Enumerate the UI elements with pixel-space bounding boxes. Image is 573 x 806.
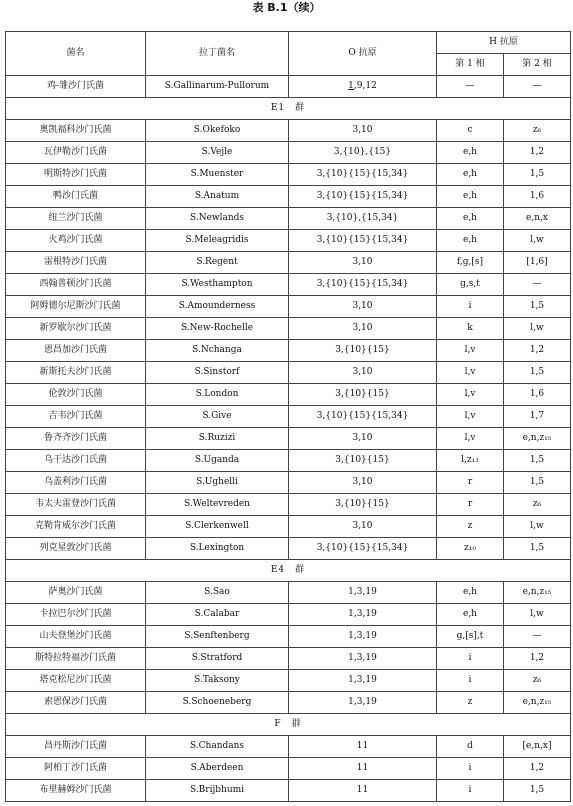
cell-latin: S.Chandans <box>146 736 289 758</box>
cell-name: 列克星敦沙门氏菌 <box>6 538 146 560</box>
cell-latin: S.Sao <box>146 582 289 604</box>
antigen-table <box>5 31 571 802</box>
cell-o-antigen: 3,{10}{15}{15,34} <box>289 538 437 560</box>
cell-h-phase2: z₆ <box>504 670 571 692</box>
table-row <box>6 780 571 802</box>
cell-latin: S.Schoeneberg <box>146 692 289 714</box>
cell-h-phase2: z₆ <box>504 120 571 142</box>
table-row <box>6 208 571 230</box>
cell-latin: S.Senftenberg <box>146 626 289 648</box>
header-h-antigen: H 抗原 <box>437 32 571 54</box>
cell-latin: S.Westhampton <box>146 274 289 296</box>
table-row <box>6 736 571 758</box>
table-body <box>6 76 571 802</box>
header-latin: 拉丁菌名 <box>146 32 289 76</box>
cell-name: 昌丹斯沙门氏菌 <box>6 736 146 758</box>
cell-name: 布里赫姆沙门氏菌 <box>6 780 146 802</box>
cell-o-antigen: 3,{10},{15} <box>289 142 437 164</box>
cell-h-phase2: z₆ <box>504 494 571 516</box>
cell-name: 卡拉巴尔沙门氏菌 <box>6 604 146 626</box>
cell-o-antigen: 3,{10}{15} <box>289 494 437 516</box>
cell-latin: S.Newlands <box>146 208 289 230</box>
cell-name: 鲁齐齐沙门氏菌 <box>6 428 146 450</box>
cell-latin: S.Clerkenwell <box>146 516 289 538</box>
header-name: 菌名 <box>6 32 146 76</box>
table-row <box>6 670 571 692</box>
cell-name: 乌盖利沙门氏菌 <box>6 472 146 494</box>
cell-h-phase2: 1,5 <box>504 164 571 186</box>
group-label: E1 群 <box>6 98 571 120</box>
cell-h-phase2: e,n,x <box>504 208 571 230</box>
cell-h-phase2: 1,5 <box>504 296 571 318</box>
cell-h-phase1: i <box>437 670 504 692</box>
table-row <box>6 758 571 780</box>
cell-h-phase1: e,h <box>437 230 504 252</box>
cell-name: 火鸡沙门氏菌 <box>6 230 146 252</box>
cell-h-phase2: 1,6 <box>504 186 571 208</box>
cell-name: 新罗歇尔沙门氏菌 <box>6 318 146 340</box>
cell-name: 乌干达沙门氏菌 <box>6 450 146 472</box>
table-row <box>6 406 571 428</box>
cell-name: 斯特拉特福沙门氏菌 <box>6 648 146 670</box>
cell-o-antigen: 1,3,19 <box>289 670 437 692</box>
cell-h-phase2: e,n,z₁₅ <box>504 582 571 604</box>
cell-o-antigen: 3,{10}{15} <box>289 384 437 406</box>
group-row <box>6 714 571 736</box>
cell-name: 鸡-雏沙门氏菌 <box>6 76 146 98</box>
cell-latin: S.Ughelli <box>146 472 289 494</box>
cell-name: 萨奥沙门氏菌 <box>6 582 146 604</box>
cell-o-antigen: 3,{10},{15,34} <box>289 208 437 230</box>
cell-o-antigen: 1,3,19 <box>289 692 437 714</box>
cell-latin: S.Stratford <box>146 648 289 670</box>
cell-o-antigen: 3,{10}{15}{15,34} <box>289 274 437 296</box>
cell-name: 瓦伊勒沙门氏菌 <box>6 142 146 164</box>
cell-h-phase2: — <box>504 274 571 296</box>
cell-name: 韦太夫雷登沙门氏菌 <box>6 494 146 516</box>
header-row-1 <box>6 32 571 54</box>
table-row <box>6 538 571 560</box>
cell-latin: S.Vejle <box>146 142 289 164</box>
cell-o-antigen: 3,{10}{15}{15,34} <box>289 406 437 428</box>
cell-latin: S.Sinstorf <box>146 362 289 384</box>
cell-h-phase2: l,w <box>504 604 571 626</box>
cell-h-phase2: 1,2 <box>504 648 571 670</box>
cell-o-antigen: 3,10 <box>289 120 437 142</box>
table-row <box>6 626 571 648</box>
header-h-phase1: 第 1 相 <box>437 54 504 76</box>
cell-o-antigen: 3,10 <box>289 472 437 494</box>
cell-o-antigen: 3,10 <box>289 362 437 384</box>
cell-h-phase2: — <box>504 626 571 648</box>
group-label: E4 群 <box>6 560 571 582</box>
table-row <box>6 252 571 274</box>
cell-o-antigen: 3,{10}{15}{15,34} <box>289 230 437 252</box>
cell-name: 明斯特沙门氏菌 <box>6 164 146 186</box>
cell-name: 纽兰沙门氏菌 <box>6 208 146 230</box>
cell-h-phase2: l,w <box>504 516 571 538</box>
cell-h-phase2: 1,7 <box>504 406 571 428</box>
cell-h-phase2: l,w <box>504 230 571 252</box>
cell-h-phase1: r <box>437 494 504 516</box>
cell-latin: S.Lexington <box>146 538 289 560</box>
header-o-antigen: O 抗原 <box>289 32 437 76</box>
table-row <box>6 582 571 604</box>
cell-h-phase1: e,h <box>437 604 504 626</box>
group-label: F 群 <box>6 714 571 736</box>
table-title: 表 B.1（续） <box>252 1 321 14</box>
antigen-rest: ,9,12 <box>353 81 377 91</box>
cell-latin: S.Give <box>146 406 289 428</box>
cell-h-phase1: e,h <box>437 208 504 230</box>
cell-latin: S.New-Rochelle <box>146 318 289 340</box>
cell-o-antigen: 3,10 <box>289 428 437 450</box>
cell-h-phase1: r <box>437 472 504 494</box>
table-row <box>6 318 571 340</box>
cell-latin: S.Taksony <box>146 670 289 692</box>
cell-h-phase2: 1,5 <box>504 472 571 494</box>
table-row <box>6 76 571 98</box>
cell-h-phase2: 1,5 <box>504 450 571 472</box>
cell-o-antigen: 3,10 <box>289 318 437 340</box>
header-h-phase2: 第 2 相 <box>504 54 571 76</box>
cell-h-phase1: l,v <box>437 406 504 428</box>
cell-name: 西翰普顿沙门氏菌 <box>6 274 146 296</box>
table-row <box>6 494 571 516</box>
cell-h-phase2: 1,5 <box>504 362 571 384</box>
table-row <box>6 340 571 362</box>
cell-name: 雷根特沙门氏菌 <box>6 252 146 274</box>
cell-h-phase1: d <box>437 736 504 758</box>
cell-name: 阿柏丁沙门氏菌 <box>6 758 146 780</box>
cell-h-phase1: l,v <box>437 340 504 362</box>
cell-latin: S.Muenster <box>146 164 289 186</box>
table-row <box>6 296 571 318</box>
cell-latin: S.Brijbhumi <box>146 780 289 802</box>
cell-name: 伦敦沙门氏菌 <box>6 384 146 406</box>
table-row <box>6 472 571 494</box>
cell-o-antigen <box>289 76 437 98</box>
cell-latin: S.Okefoko <box>146 120 289 142</box>
table-row <box>6 692 571 714</box>
table-row <box>6 164 571 186</box>
underlined-antigen: 1 <box>348 81 354 91</box>
cell-h-phase2: 1,5 <box>504 780 571 802</box>
cell-name: 吉韦沙门氏菌 <box>6 406 146 428</box>
cell-h-phase2: l,w <box>504 318 571 340</box>
cell-o-antigen: 1,3,19 <box>289 648 437 670</box>
cell-h-phase1: z <box>437 692 504 714</box>
cell-o-antigen: 3,10 <box>289 296 437 318</box>
cell-name: 奥凯福科沙门氏菌 <box>6 120 146 142</box>
cell-latin: S.London <box>146 384 289 406</box>
cell-name: 恩昌加沙门氏菌 <box>6 340 146 362</box>
table-row <box>6 604 571 626</box>
table-row <box>6 274 571 296</box>
cell-name: 山夫登堡沙门氏菌 <box>6 626 146 648</box>
cell-h-phase2: e,n,z₁₅ <box>504 692 571 714</box>
cell-o-antigen: 3,{10}{15}{15,34} <box>289 186 437 208</box>
cell-h-phase2: — <box>504 76 571 98</box>
cell-h-phase1: — <box>437 76 504 98</box>
cell-h-phase1: e,h <box>437 164 504 186</box>
cell-latin: S.Weltevreden <box>146 494 289 516</box>
cell-h-phase1: l,v <box>437 428 504 450</box>
cell-latin: S.Regent <box>146 252 289 274</box>
table-row <box>6 362 571 384</box>
cell-h-phase1: e,h <box>437 142 504 164</box>
table-row <box>6 516 571 538</box>
cell-h-phase1: f,g,[s] <box>437 252 504 274</box>
cell-name: 索恩保沙门氏菌 <box>6 692 146 714</box>
cell-name: 阿姆德尔尼斯沙门氏菌 <box>6 296 146 318</box>
table-row <box>6 142 571 164</box>
cell-latin: S.Ruzizi <box>146 428 289 450</box>
cell-o-antigen: 3,{10}{15}{15,34} <box>289 164 437 186</box>
cell-name: 克勒肯威尔沙门氏菌 <box>6 516 146 538</box>
cell-h-phase1: g,[s],t <box>437 626 504 648</box>
cell-o-antigen: 1,3,19 <box>289 604 437 626</box>
table-row <box>6 648 571 670</box>
cell-latin: S.Calabar <box>146 604 289 626</box>
cell-h-phase1: i <box>437 758 504 780</box>
cell-h-phase1: l,v <box>437 384 504 406</box>
cell-h-phase1: g,s,t <box>437 274 504 296</box>
cell-o-antigen: 1,3,19 <box>289 626 437 648</box>
cell-o-antigen: 3,{10}{15} <box>289 340 437 362</box>
cell-h-phase1: i <box>437 780 504 802</box>
cell-latin: S.Aberdeen <box>146 758 289 780</box>
cell-h-phase1: l,z₁₃ <box>437 450 504 472</box>
cell-h-phase1: i <box>437 648 504 670</box>
cell-name: 鸭沙门氏菌 <box>6 186 146 208</box>
cell-latin: S.Gallinarum-Pullorum <box>146 76 289 98</box>
cell-h-phase2: 1,2 <box>504 340 571 362</box>
cell-latin: S.Uganda <box>146 450 289 472</box>
cell-latin: S.Meleagridis <box>146 230 289 252</box>
cell-o-antigen: 3,{10}{15} <box>289 450 437 472</box>
cell-h-phase1: i <box>437 296 504 318</box>
cell-o-antigen: 11 <box>289 780 437 802</box>
cell-o-antigen: 3,10 <box>289 516 437 538</box>
table-row <box>6 230 571 252</box>
group-row <box>6 560 571 582</box>
cell-latin: S.Nchanga <box>146 340 289 362</box>
cell-h-phase2: e,n,z₁₅ <box>504 428 571 450</box>
cell-h-phase2: [1,6] <box>504 252 571 274</box>
cell-h-phase2: 1,2 <box>504 142 571 164</box>
cell-o-antigen: 11 <box>289 736 437 758</box>
cell-h-phase1: e,h <box>437 582 504 604</box>
table-row <box>6 428 571 450</box>
cell-h-phase1: e,h <box>437 186 504 208</box>
cell-h-phase1: l,v <box>437 362 504 384</box>
cell-o-antigen: 3,10 <box>289 252 437 274</box>
group-row <box>6 98 571 120</box>
cell-h-phase1: k <box>437 318 504 340</box>
table-row <box>6 186 571 208</box>
cell-h-phase2: 1,6 <box>504 384 571 406</box>
cell-h-phase1: z <box>437 516 504 538</box>
cell-o-antigen: 1,3,19 <box>289 582 437 604</box>
cell-name: 塔克松尼沙门氏菌 <box>6 670 146 692</box>
cell-h-phase2: 1,2 <box>504 758 571 780</box>
cell-h-phase1: c <box>437 120 504 142</box>
cell-h-phase2: [e,n,x] <box>504 736 571 758</box>
cell-latin: S.Anatum <box>146 186 289 208</box>
cell-latin: S.Amounderness <box>146 296 289 318</box>
cell-o-antigen: 11 <box>289 758 437 780</box>
table-row <box>6 450 571 472</box>
cell-h-phase1: z₁₀ <box>437 538 504 560</box>
table-row <box>6 384 571 406</box>
cell-h-phase2: 1,5 <box>504 538 571 560</box>
table-row <box>6 120 571 142</box>
cell-name: 新斯托夫沙门氏菌 <box>6 362 146 384</box>
